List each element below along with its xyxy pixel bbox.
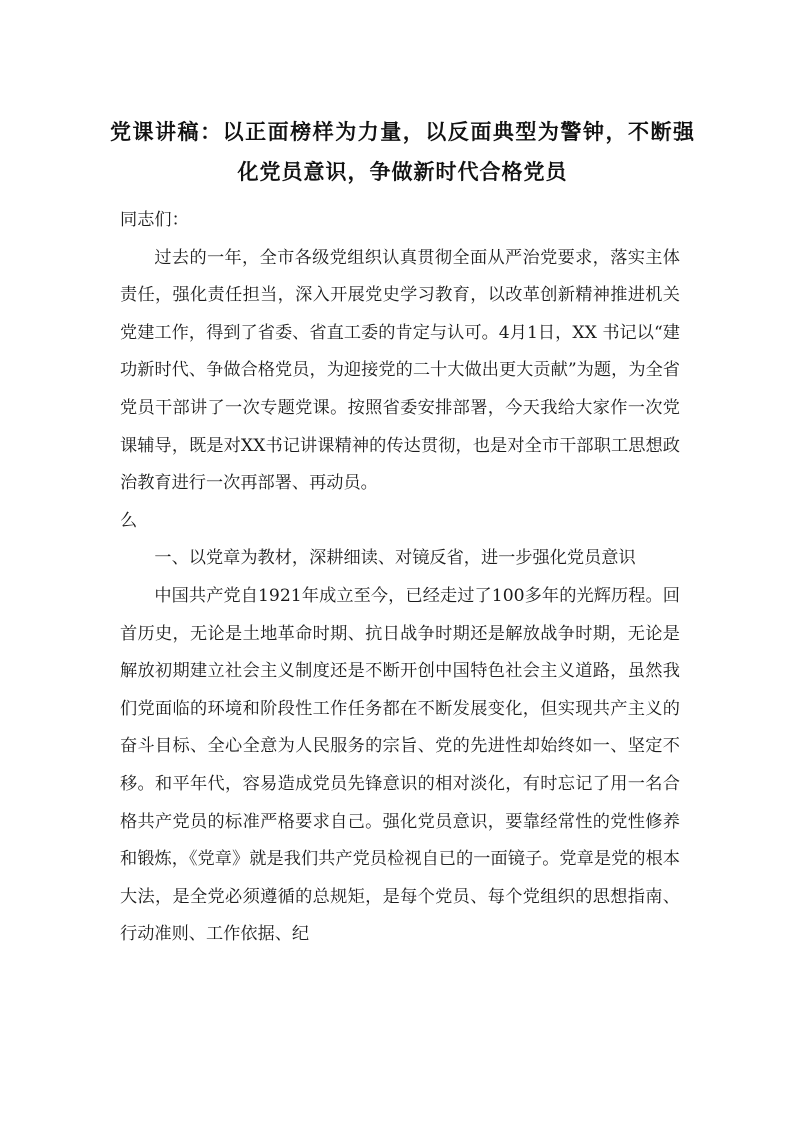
salutation: 同志们： bbox=[120, 210, 189, 230]
section-heading-1: 一、以党章为教材，深耕细读、对镜反省，进一步强化党员意识 bbox=[154, 548, 636, 569]
paragraph-intro: 过去的一年，全市各级党组织认真贯彻全面从严治党要求，落实主体责任，强化责任担当，深入开展党史学习教育，以改革创新精神推进机关党建工作，得到了省委、省直工委的肯定与认可。4月1日，XX 书记以“建功新时代、争做合格党员，为迎接党的二十大做出更大贡献”为题，为全省党员干部讲了一次专题党课。按照省委安排部署，今天我给大家作一次党课辅导，既是对XX书记讲课精神的传达贯彻，也是对全市干部职工思想政治教育进行一次再部署、再动员。 bbox=[120, 247, 680, 494]
document-title: 党课讲稿：以正面榜样为力量，以反面典型为警钟，不断强化党员意识，争做新时代合格党员 bbox=[110, 119, 695, 184]
paragraph-section-1: 中国共产党自1921年成立至今，已经走过了100多年的光辉历程。回首历史，无论是土地革命时期、抗日战争时期还是解放战争时期，无论是解放初期建立社会主义制度还是不断开创中国特色社会主义道路，虽然我们党面临的环境和阶段性工作任务都在不断发展变化，但实现共产主义的奋斗目标、全心全意为人民服务的宗旨、党的先进性却始终如一、坚定不移。和平年代，容易造成党员先锋意识的相对淡化，有时忘记了用一名合格共产党员的标准严格要求自己。强化党员意识，要靠经常性的党性修养和锻炼，《党章》就是我们共产党员检视自已的一面镜子。党章是党的根本大法，是全党必须遵循的总规矩，是每个党员、每个党组织的思想指南、行动准则、工作依据、纪 bbox=[120, 585, 680, 945]
document-body bbox=[120, 202, 680, 954]
stray-character: 么 bbox=[120, 510, 138, 531]
